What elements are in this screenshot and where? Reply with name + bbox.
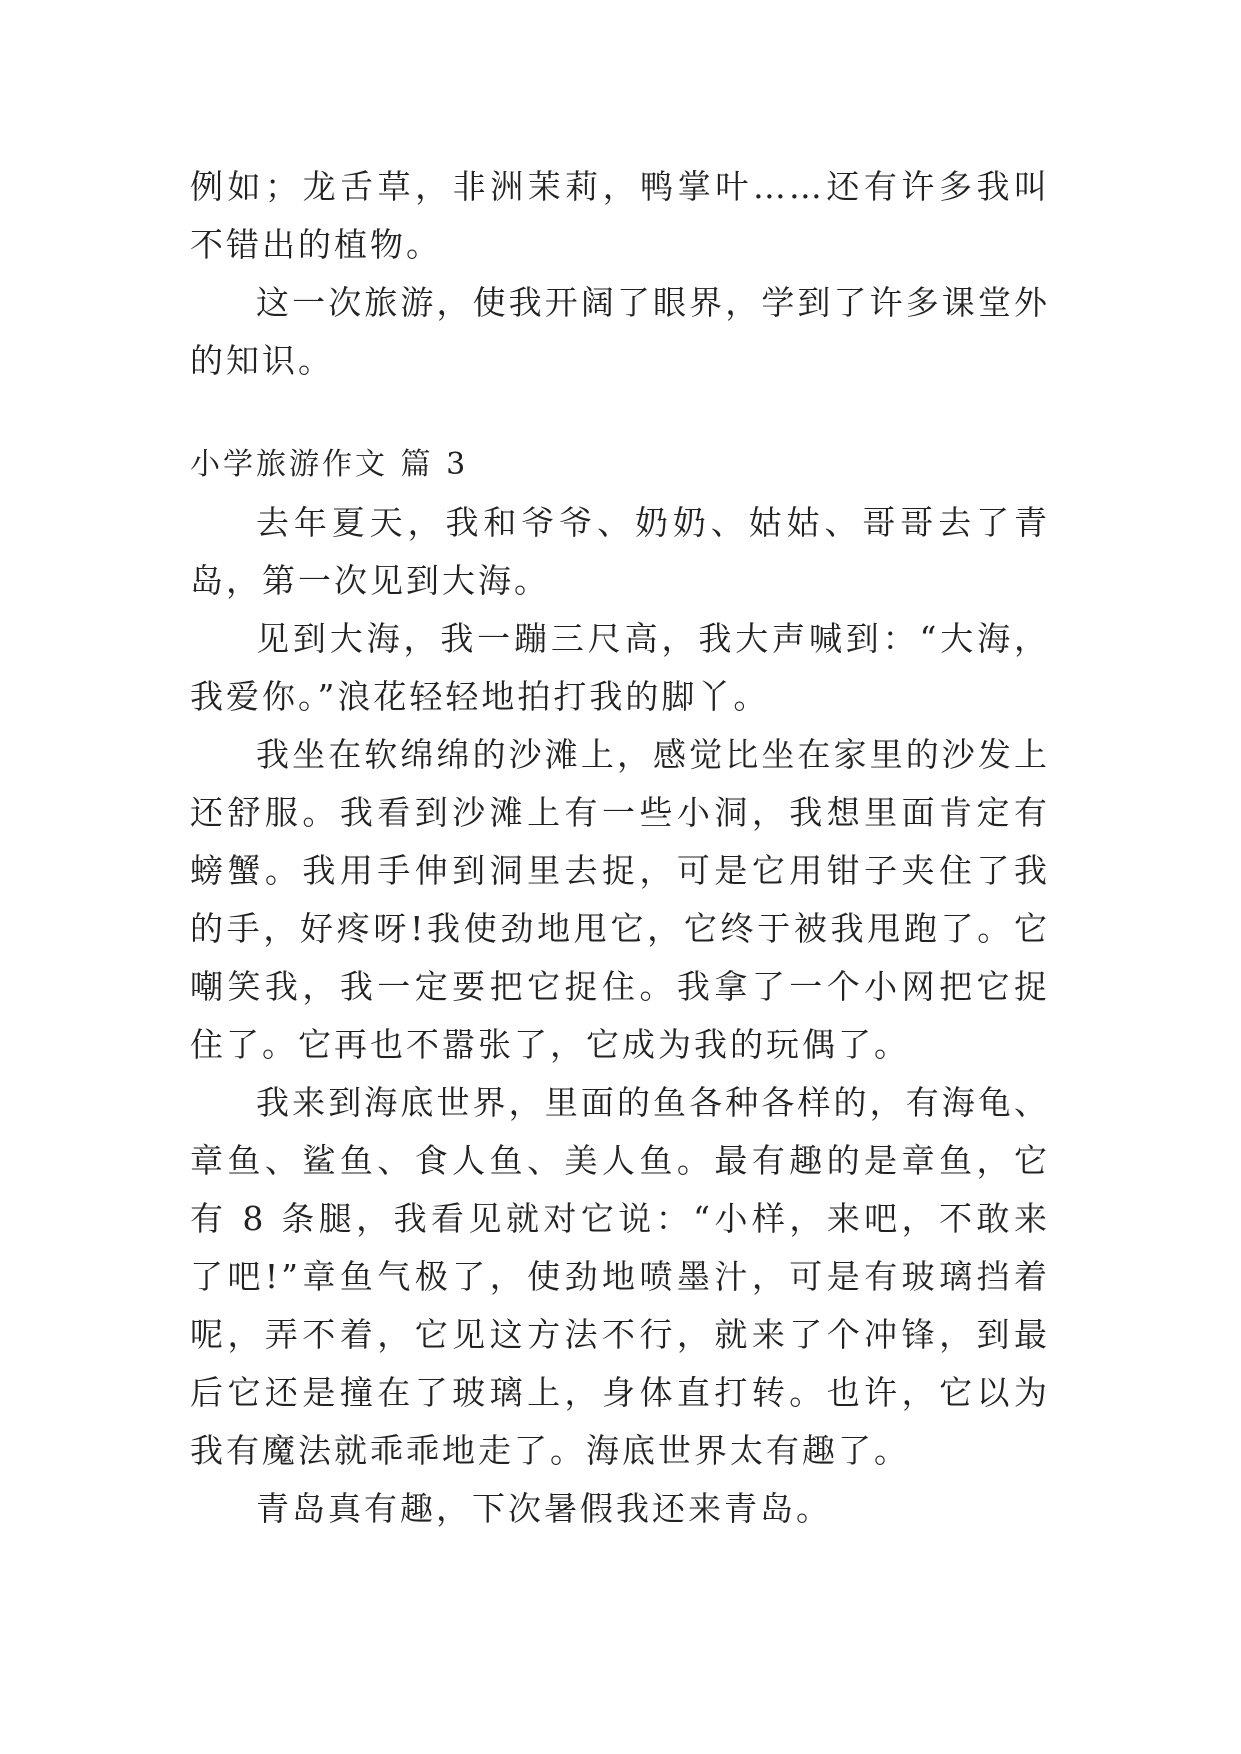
section-paragraph-2: 见到大海，我一蹦三尺高，我大声喊到：“大海，我爱你。”浪花轻轻地拍打我的脚丫。: [190, 619, 1050, 716]
intro-paragraph-1: 例如；龙舌草，非洲茉莉，鸭掌叶……还有许多我叫不错出的植物。: [190, 167, 1050, 264]
section-title: 小学旅游作文 篇 3: [190, 447, 469, 482]
section-paragraph-5: 青岛真有趣，下次暑假我还来青岛。: [256, 1489, 832, 1528]
section-spacer: [190, 390, 1050, 436]
intro-paragraph-2: 这一次旅游，使我开阔了眼界，学到了许多课堂外的知识。: [190, 283, 1050, 380]
section-paragraph-4: 我来到海底世界，里面的鱼各种各样的，有海龟、章鱼、鲨鱼、食人鱼、美人鱼。最有趣的是章鱼，它有 8 条腿，我看见就对它说：“小样，来吧，不敢来了吧!”章鱼气极了，使劲地喷墨汁，可是有玻璃挡着呢，弄不着，它见这方法不行，就来了个冲锋，到最后它还是撞在了玻璃上，身体直打转。也许，它以为我有魔法就乖乖地走了。海底世界太有趣了。: [190, 1083, 1050, 1470]
section-paragraph-3: 我坐在软绵绵的沙滩上，感觉比坐在家里的沙发上还舒服。我看到沙滩上有一些小洞，我想里面肯定有螃蟹。我用手伸到洞里去捉，可是它用钳子夹住了我的手，好疼呀!我使劲地甩它，它终于被我甩跑了。它嘲笑我，我一定要把它捉住。我拿了一个小网把它捉住了。它再也不嚣张了，它成为我的玩偶了。: [190, 735, 1050, 1064]
document-page: [190, 158, 1050, 1538]
section-paragraph-1: 去年夏天，我和爷爷、奶奶、姑姑、哥哥去了青岛，第一次见到大海。: [190, 503, 1050, 600]
